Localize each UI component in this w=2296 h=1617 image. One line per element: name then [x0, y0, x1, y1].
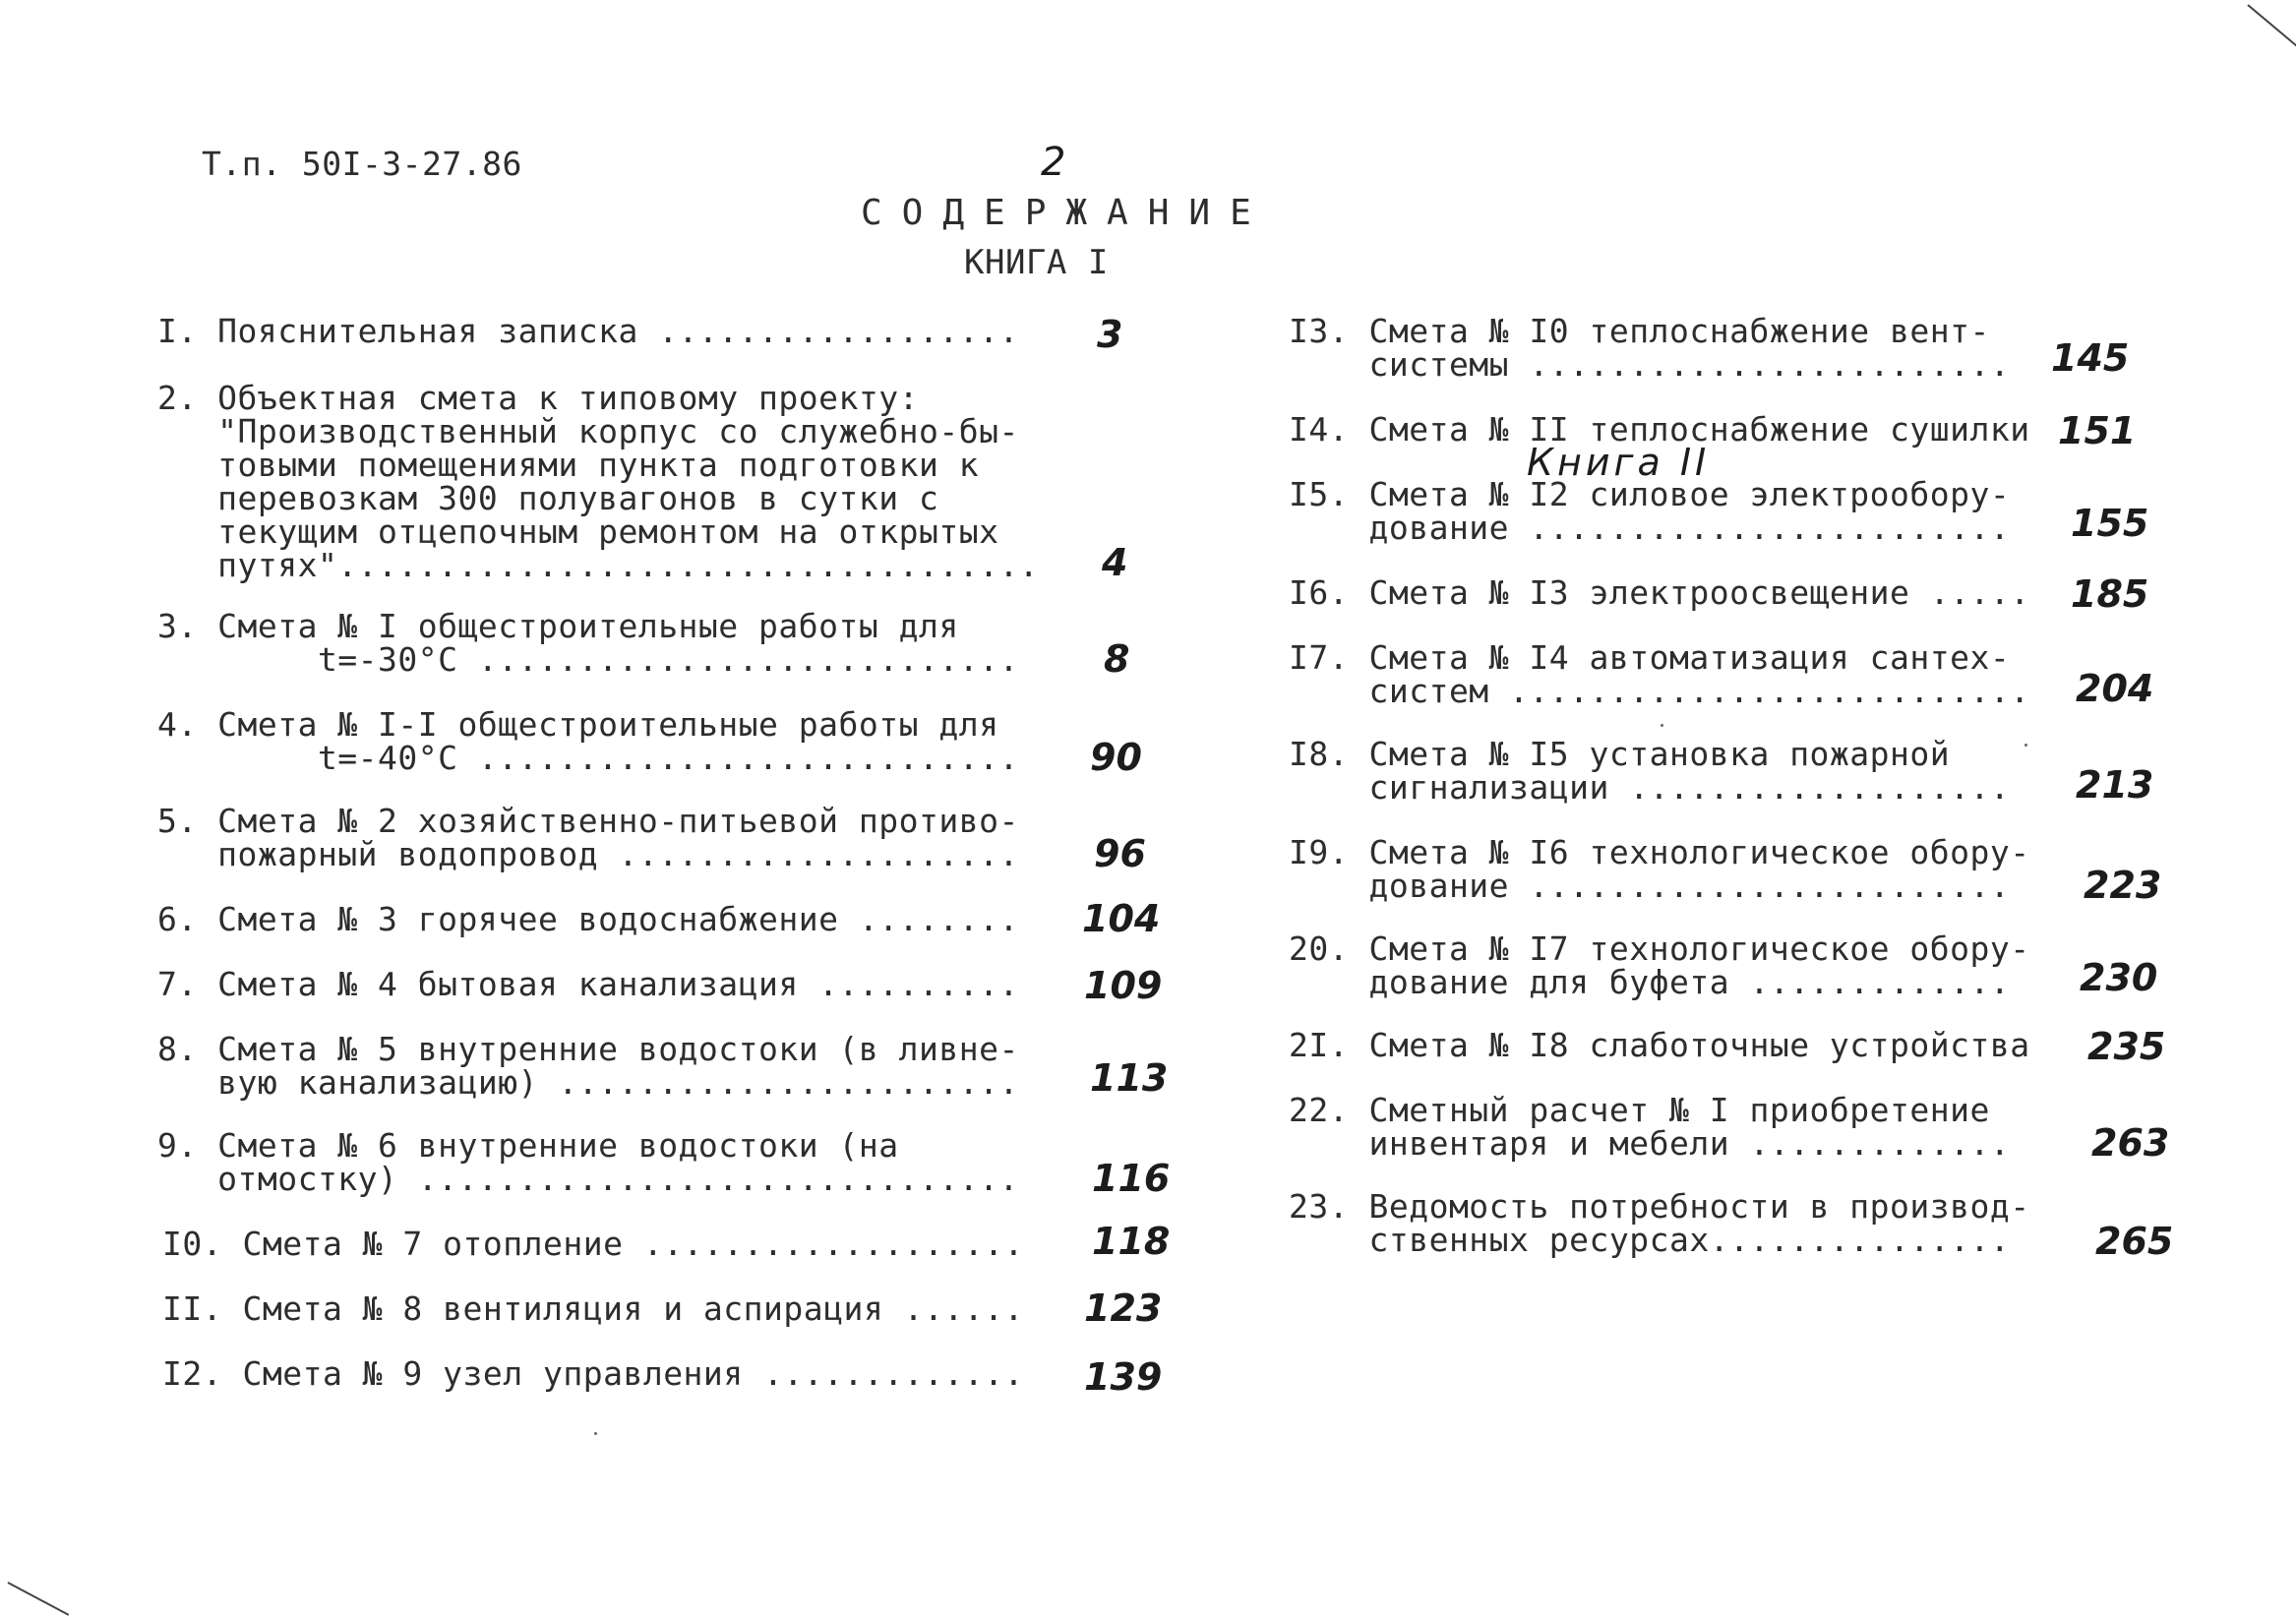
toc-page-13: 145: [2051, 336, 2130, 380]
toc-page-1: 3: [1097, 313, 1123, 356]
toc-entry-1: I. Пояснительная записка ..................: [157, 312, 1019, 350]
toc-entry-6: 6. Смета № 3 горячее водоснабжение ........: [157, 900, 1019, 938]
document-code: Т.п. 50I-3-27.86: [202, 145, 522, 183]
scan-speck: [594, 1432, 597, 1435]
toc-page-6: 104: [1082, 897, 1161, 940]
toc-entry-12: I2. Смета № 9 узел управления .............: [162, 1354, 1024, 1393]
toc-entry-7: 7. Смета № 4 бытовая канализация ..........: [157, 965, 1019, 1003]
toc-page-21: 235: [2087, 1025, 2166, 1068]
toc-entry-9: 9. Смета № 6 внутренние водостоки (на отмостку) ..............................: [157, 1126, 1019, 1198]
toc-entry-13: I3. Смета № I0 теплоснабжение вент- системы ........................: [1289, 312, 2011, 384]
toc-entry-10: I0. Смета № 7 отопление ...................: [162, 1225, 1024, 1263]
toc-page-11: 123: [1084, 1287, 1163, 1330]
book-subtitle: КНИГА I: [964, 243, 1109, 282]
toc-entry-16: I6. Смета № I3 электроосвещение .....: [1289, 573, 2030, 612]
toc-page-16: 185: [2071, 572, 2149, 616]
toc-entry-22: 22. Сметный расчет № I приобретение инвентаря и мебели .............: [1289, 1091, 2011, 1163]
toc-title: СОДЕРЖАНИЕ: [861, 193, 1271, 233]
toc-page-22: 263: [2091, 1121, 2170, 1165]
toc-entry-4: 4. Смета № I-I общестроительные работы для t=-40°C ...........................: [157, 705, 1019, 777]
toc-page-3: 8: [1104, 637, 1130, 681]
toc-entry-20: 20. Смета № I7 технологическое обору- дование для буфета .............: [1289, 929, 2030, 1001]
toc-page-18: 213: [2076, 763, 2154, 807]
scan-scratch-top-right: [2247, 4, 2296, 50]
sheet-number: 2: [1041, 140, 1066, 185]
toc-entry-18: I8. Смета № I5 установка пожарной сигнализации ...................: [1289, 735, 2011, 807]
book-2-annotation: Книга II: [1527, 441, 1711, 484]
scan-scratch-bottom-left: [8, 1582, 70, 1616]
toc-entry-2: 2. Объектная смета к типовому проекту: "Производственный корпус со служебно-бы- товыми помещениями пункта подготовки к перевозкам 300 полувагонов в сутки с текущим отцепочным ремонтом на открытых путях"...................................: [157, 379, 1040, 584]
toc-page-19: 223: [2084, 864, 2162, 907]
toc-page-7: 109: [1084, 964, 1163, 1007]
toc-page-15: 155: [2071, 502, 2149, 545]
toc-page-5: 96: [1094, 832, 1146, 875]
scan-speck: [2024, 744, 2027, 747]
toc-entry-8: 8. Смета № 5 внутренние водостоки (в ливне- вую канализацию) .......................: [157, 1030, 1019, 1102]
toc-page-8: 113: [1090, 1056, 1169, 1100]
toc-page-4: 90: [1090, 736, 1142, 779]
toc-entry-3: 3. Смета № I общестроительные работы для t=-30°C ...........................: [157, 607, 1019, 679]
toc-page-17: 204: [2076, 667, 2154, 710]
scan-speck: [1661, 724, 1663, 727]
toc-entry-19: I9. Смета № I6 технологическое обору- дование ........................: [1289, 833, 2030, 905]
toc-page-10: 118: [1092, 1220, 1171, 1263]
toc-entry-21: 2I. Смета № I8 слаботочные устройства: [1289, 1026, 2030, 1064]
toc-entry-15: I5. Смета № I2 силовое электрообору- дование ........................: [1289, 475, 2011, 547]
toc-page-12: 139: [1084, 1355, 1163, 1399]
toc-page-2: 4: [1102, 541, 1128, 584]
toc-entry-14: I4. Смета № II теплоснабжение сушилки: [1289, 410, 2030, 449]
toc-entry-5: 5. Смета № 2 хозяйственно-питьевой противо- пожарный водопровод ....................: [157, 802, 1019, 873]
toc-entry-17: I7. Смета № I4 автоматизация сантех- систем ..........................: [1289, 638, 2030, 710]
toc-page-9: 116: [1092, 1157, 1171, 1200]
toc-page-20: 230: [2080, 956, 2158, 999]
toc-page-23: 265: [2095, 1220, 2174, 1263]
toc-entry-23: 23. Ведомость потребности в производ- ственных ресурсах...............: [1289, 1187, 2030, 1259]
toc-page-14: 151: [2058, 409, 2137, 452]
toc-entry-11: II. Смета № 8 вентиляция и аспирация ......: [162, 1289, 1024, 1328]
